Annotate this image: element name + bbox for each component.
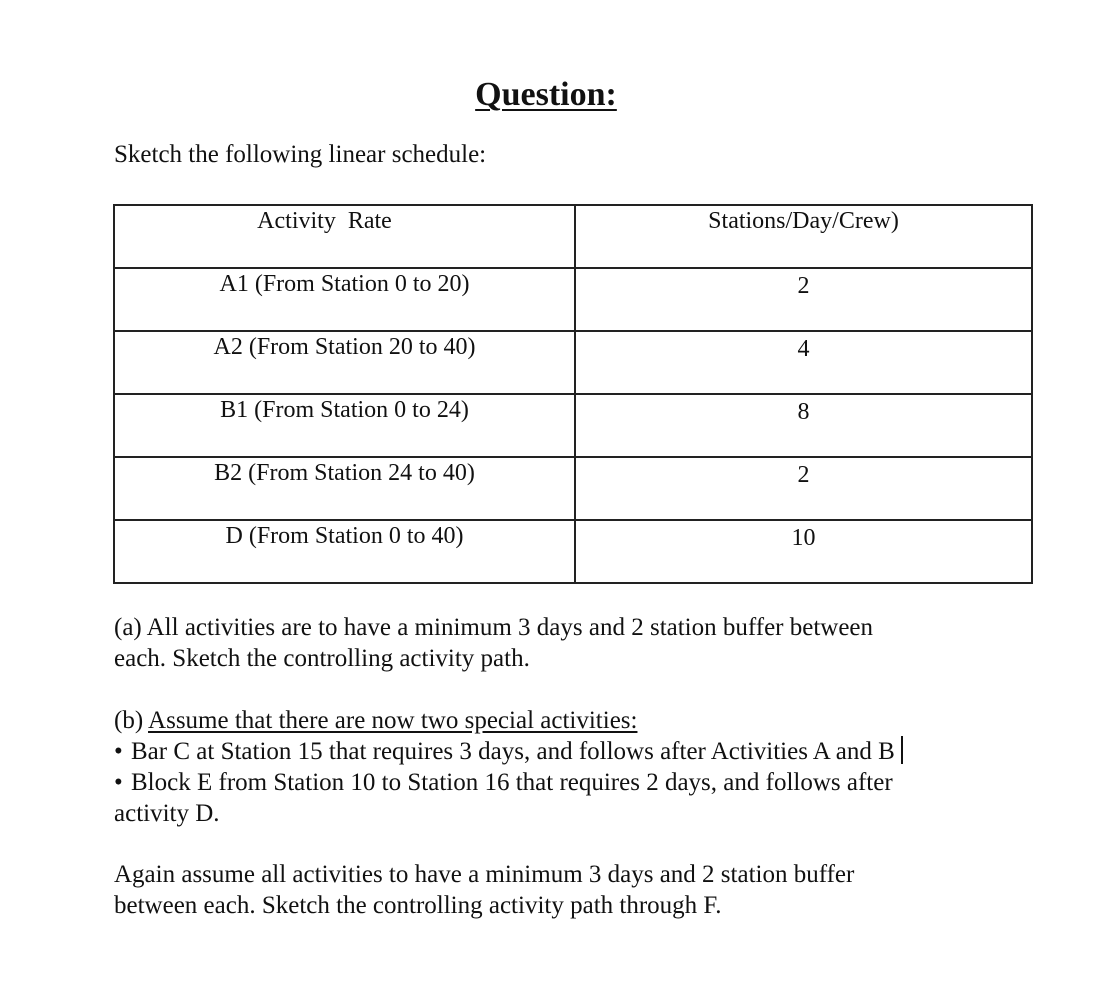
part-b-heading bbox=[114, 705, 1014, 736]
bullet-text: Bar C at Station 15 that requires 3 days, and follows after Activities A and B bbox=[131, 738, 895, 765]
part-b-label: (b) bbox=[114, 707, 149, 734]
rate-cell: 10 bbox=[575, 520, 1032, 583]
activity-cell: B2 (From Station 24 to 40) bbox=[114, 457, 575, 520]
activity-cell: B1 (From Station 0 to 24) bbox=[114, 394, 575, 457]
bullet-icon: • bbox=[114, 738, 123, 765]
part-c-paragraph bbox=[114, 859, 1014, 921]
table-header-row bbox=[114, 205, 1032, 268]
part-c-line-2: between each. Sketch the controlling activity path through F. bbox=[114, 892, 722, 919]
table-row bbox=[114, 331, 1032, 394]
header-activity-rate: Activity Rate bbox=[114, 205, 575, 268]
rate-cell: 2 bbox=[575, 457, 1032, 520]
bullet-item-bar-c bbox=[114, 736, 1014, 767]
table-row bbox=[114, 457, 1032, 520]
activity-cell: D (From Station 0 to 40) bbox=[114, 520, 575, 583]
schedule-table bbox=[113, 204, 1033, 584]
part-a-line-2: each. Sketch the controlling activity path. bbox=[114, 645, 530, 672]
bullet-item-block-e bbox=[114, 767, 1014, 798]
header-stations-per-day: Stations/Day/Crew) bbox=[575, 205, 1032, 268]
text-cursor bbox=[901, 736, 903, 764]
part-a-line-1: (a) All activities are to have a minimum 3 days and 2 station buffer between bbox=[114, 614, 874, 641]
activity-cell: A1 (From Station 0 to 20) bbox=[114, 268, 575, 331]
page-title: Question: bbox=[475, 76, 617, 113]
rate-cell: 8 bbox=[575, 394, 1032, 457]
rate-cell: 2 bbox=[575, 268, 1032, 331]
part-b-paragraph bbox=[114, 705, 1014, 829]
table-row bbox=[114, 520, 1032, 583]
table-row bbox=[114, 394, 1032, 457]
table-row bbox=[114, 268, 1032, 331]
rate-cell: 4 bbox=[575, 331, 1032, 394]
activity-cell: A2 (From Station 20 to 40) bbox=[114, 331, 575, 394]
bullet-item-continuation: activity D. bbox=[114, 800, 220, 827]
intro-text: Sketch the following linear schedule: bbox=[114, 141, 487, 168]
part-a-paragraph bbox=[114, 612, 1014, 674]
part-b-heading-text: Assume that there are now two special activities: bbox=[148, 707, 638, 734]
bullet-icon: • bbox=[114, 769, 123, 796]
part-c-line-1: Again assume all activities to have a minimum 3 days and 2 station buffer bbox=[114, 861, 855, 888]
bullet-text: Block E from Station 10 to Station 16 that requires 2 days, and follows after bbox=[131, 769, 893, 796]
